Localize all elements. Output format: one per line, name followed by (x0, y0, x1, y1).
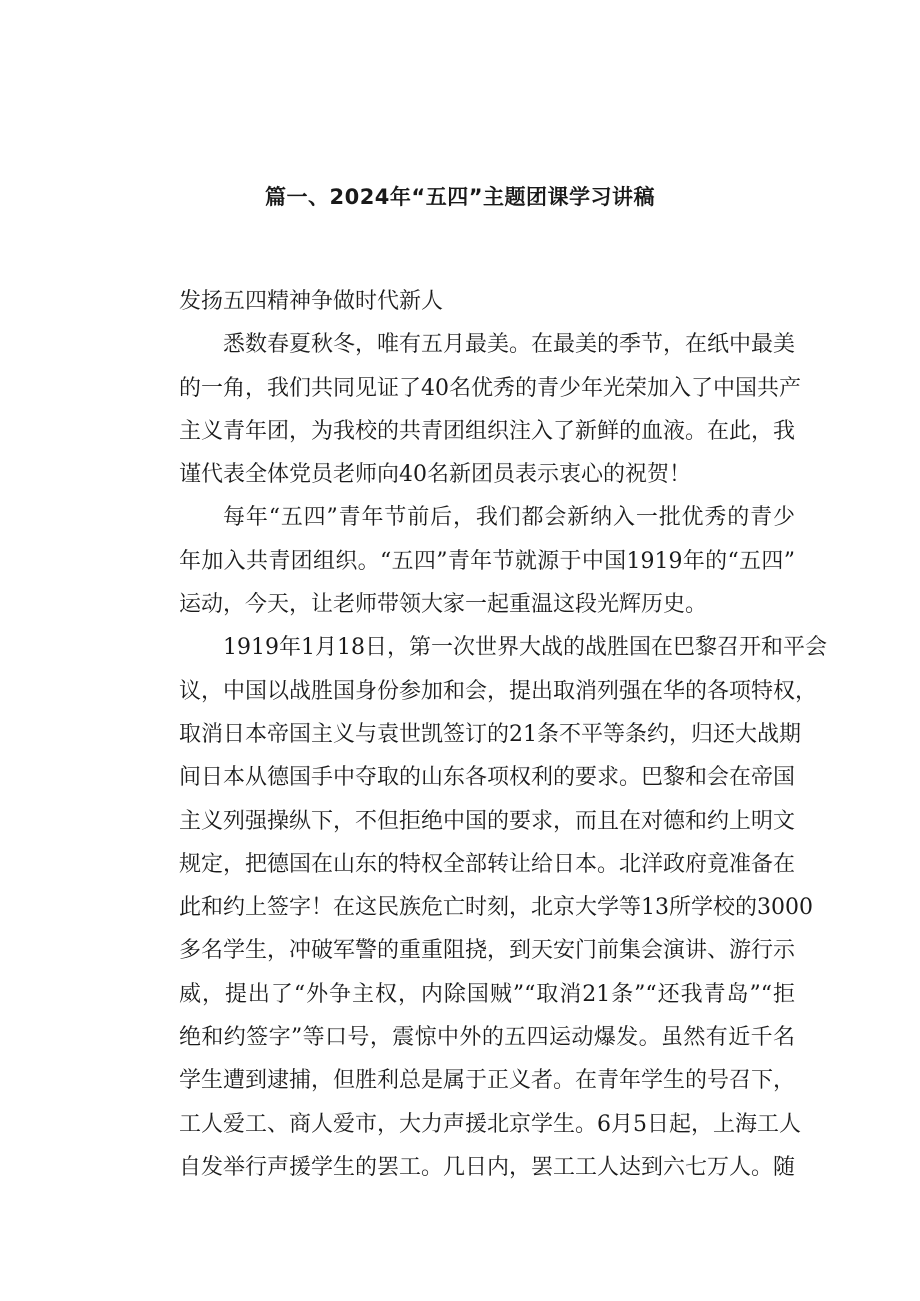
paragraph-line: 取消日本帝国主义与袁世凯签订的21条不平等条约，归还大战期 (179, 721, 801, 747)
paragraph-line: 绝和约签字”等口号，震惊中外的五四运动爆发。虽然有近千名 (179, 1025, 795, 1051)
paragraph-line: 每年“五四”青年节前后，我们都会新纳入一批优秀的青少 (223, 505, 795, 531)
paragraph-line: 谨代表全体党员老师向40名新团员表示衷心的祝贺！ (179, 462, 691, 488)
paragraph-line: 自发举行声援学生的罢工。几日内，罢工工人达到六七万人。随 (179, 1154, 796, 1180)
paragraph-line: 威，提出了“外争主权，内除国贼”“取消21条”“还我青岛”“拒 (179, 981, 795, 1007)
paragraph-line: 1919年1月18日，第一次世界大战的战胜国在巴黎召开和平会 (223, 635, 827, 661)
document-body (135, 280, 827, 1189)
paragraph-line: 此和约上签字！在这民族危亡时刻，北京大学等13所学校的3000 (179, 895, 813, 921)
paragraph (135, 496, 795, 626)
paragraph-line: 主义青年团，为我校的共青团组织注入了新鲜的血液。在此，我 (179, 418, 796, 444)
paragraph (135, 626, 827, 1189)
paragraph-line: 多名学生，冲破军警的重重阻挠，到天安门前集会演讲、游行示 (179, 938, 796, 964)
paragraph-line: 工人爱工、商人爱市，大力声援北京学生。6月5日起，上海工人 (179, 1111, 801, 1137)
paragraph-line: 悉数春夏秋冬，唯有五月最美。在最美的季节，在纸中最美 (223, 332, 796, 358)
paragraph-line: 间日本从德国手中夺取的山东各项权利的要求。巴黎和会在帝国 (179, 765, 796, 791)
paragraph-line: 学生遭到逮捕，但胜利总是属于正义者。在青年学生的号召下， (179, 1068, 796, 1094)
paragraph-line: 议，中国以战胜国身份参加和会，提出取消列强在华的各项特权， (179, 678, 818, 704)
paragraph (135, 323, 801, 496)
paragraph-line: 运动，今天，让老师带领大家一起重温这段光辉历史。 (179, 592, 708, 618)
paragraph-line: 规定，把德国在山东的特权全部转让给日本。北洋政府竟准备在 (179, 851, 796, 877)
paragraph-line: 主义列强操纵下，不但拒绝中国的要求，而且在对德和约上明文 (179, 808, 796, 834)
paragraph-line: 年加入共青团组织。“五四”青年节就源于中国1919年的“五四” (179, 548, 795, 574)
document-subtitle: 发扬五四精神争做时代新人 (179, 289, 444, 314)
paragraph-line: 的一角，我们共同见证了40名优秀的青少年光荣加入了中国共产 (179, 375, 801, 401)
document-title: 篇一、2024年“五四”主题团课学习讲稿 (264, 185, 656, 209)
